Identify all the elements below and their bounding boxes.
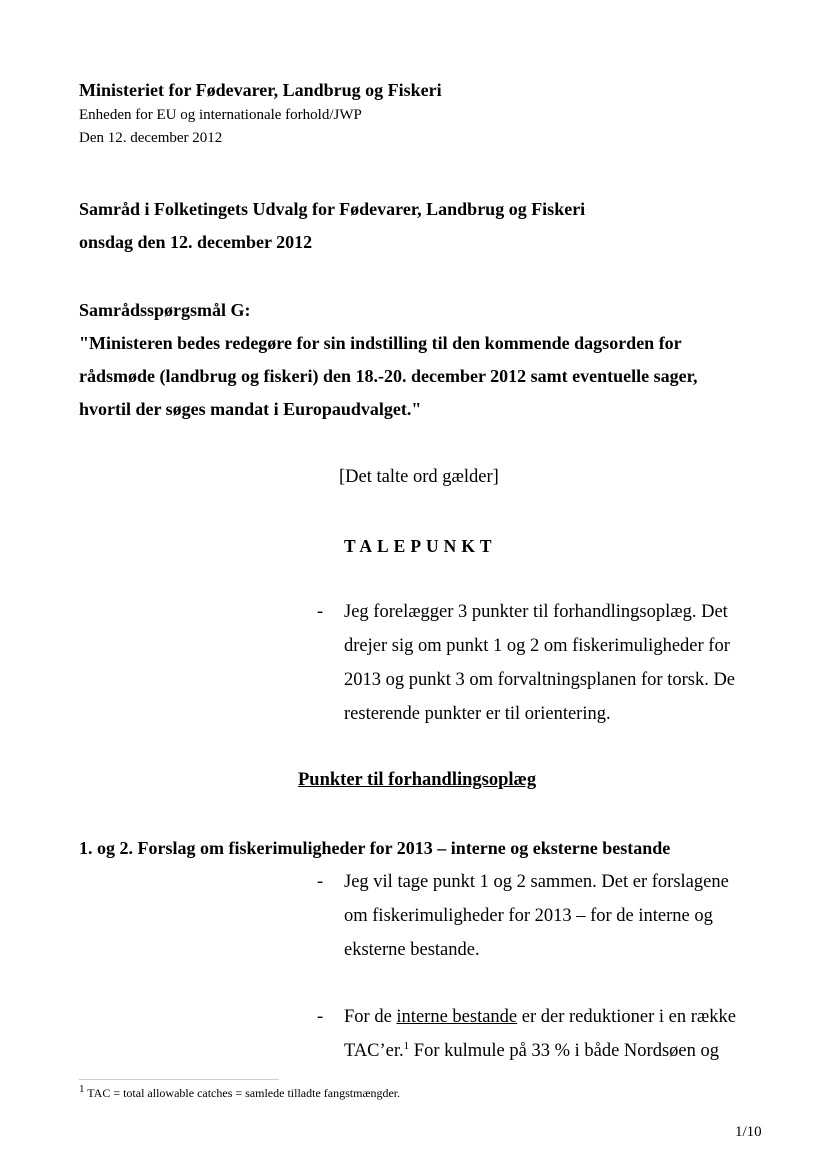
- spoken-word-note: [Det talte ord gælder]: [339, 467, 499, 487]
- page-number: 1/10: [735, 1124, 762, 1140]
- bullet-dash: -: [317, 602, 324, 622]
- intro-line-3: 2013 og punkt 3 om forvaltningsplanen for torsk. De: [344, 670, 736, 690]
- talepunkt-heading: TALEPUNKT: [344, 536, 497, 556]
- meeting-title: Samråd i Folketingets Udvalg for Fødevarer, Landbrug og Fiskeri: [79, 199, 586, 219]
- footnote-text: TAC = total allowable catches = samlede tilladte fangstmængder.: [84, 1086, 401, 1100]
- bullet-dash: -: [317, 1007, 324, 1027]
- bullet2-line-3: eksterne bestande.: [344, 940, 480, 960]
- meeting-date: onsdag den 12. december 2012: [79, 232, 313, 252]
- question-label: Samrådsspørgsmål G:: [79, 300, 251, 320]
- intro-line-1: Jeg forelægger 3 punkter til forhandlingsoplæg. Det: [344, 602, 728, 622]
- question-line-2: rådsmøde (landbrug og fiskeri) den 18.-20. december 2012 samt eventuelle sager,: [79, 366, 698, 386]
- footnote: [79, 1083, 401, 1101]
- bullet3-line-1-pre: For de: [344, 1007, 397, 1027]
- ministry-name: Ministeriet for Fødevarer, Landbrug og Fiskeri: [79, 80, 442, 100]
- unit-name: Enheden for EU og internationale forhold/JWP: [79, 107, 362, 123]
- bullet-dash: -: [317, 872, 324, 892]
- question-line-3: hvortil der søges mandat i Europaudvalget.": [79, 399, 422, 419]
- bullet3-line-2: [344, 1041, 719, 1062]
- bullet2-line-1: Jeg vil tage punkt 1 og 2 sammen. Det er forslagene: [344, 872, 729, 892]
- document-date: Den 12. december 2012: [79, 130, 223, 146]
- footnote-number: 1: [79, 1083, 85, 1095]
- bullet3-line-1: [344, 1007, 736, 1028]
- internal-stocks-term: interne bestande: [396, 1007, 518, 1027]
- bullet3-line-2-post: For kulmule på 33 % i både Nordsøen og: [409, 1041, 719, 1061]
- item-heading: 1. og 2. Forslag om fiskerimuligheder for 2013 – interne og eksterne bestande: [79, 838, 671, 858]
- question-line-1: "Ministeren bedes redegøre for sin indstilling til den kommende dagsorden for: [79, 333, 682, 353]
- bullet3-line-1-post: er der reduktioner i en række: [517, 1007, 736, 1027]
- bullet3-line-2-pre: TAC’er.: [344, 1041, 404, 1061]
- footnote-reference[interactable]: 1: [403, 1039, 410, 1052]
- section-heading: Punkter til forhandlingsoplæg: [298, 770, 537, 790]
- footnote-divider: [79, 1079, 279, 1080]
- bullet2-line-2: om fiskerimuligheder for 2013 – for de interne og: [344, 906, 713, 926]
- intro-line-4: resterende punkter er til orientering.: [344, 704, 611, 724]
- intro-line-2: drejer sig om punkt 1 og 2 om fiskerimuligheder for: [344, 636, 730, 656]
